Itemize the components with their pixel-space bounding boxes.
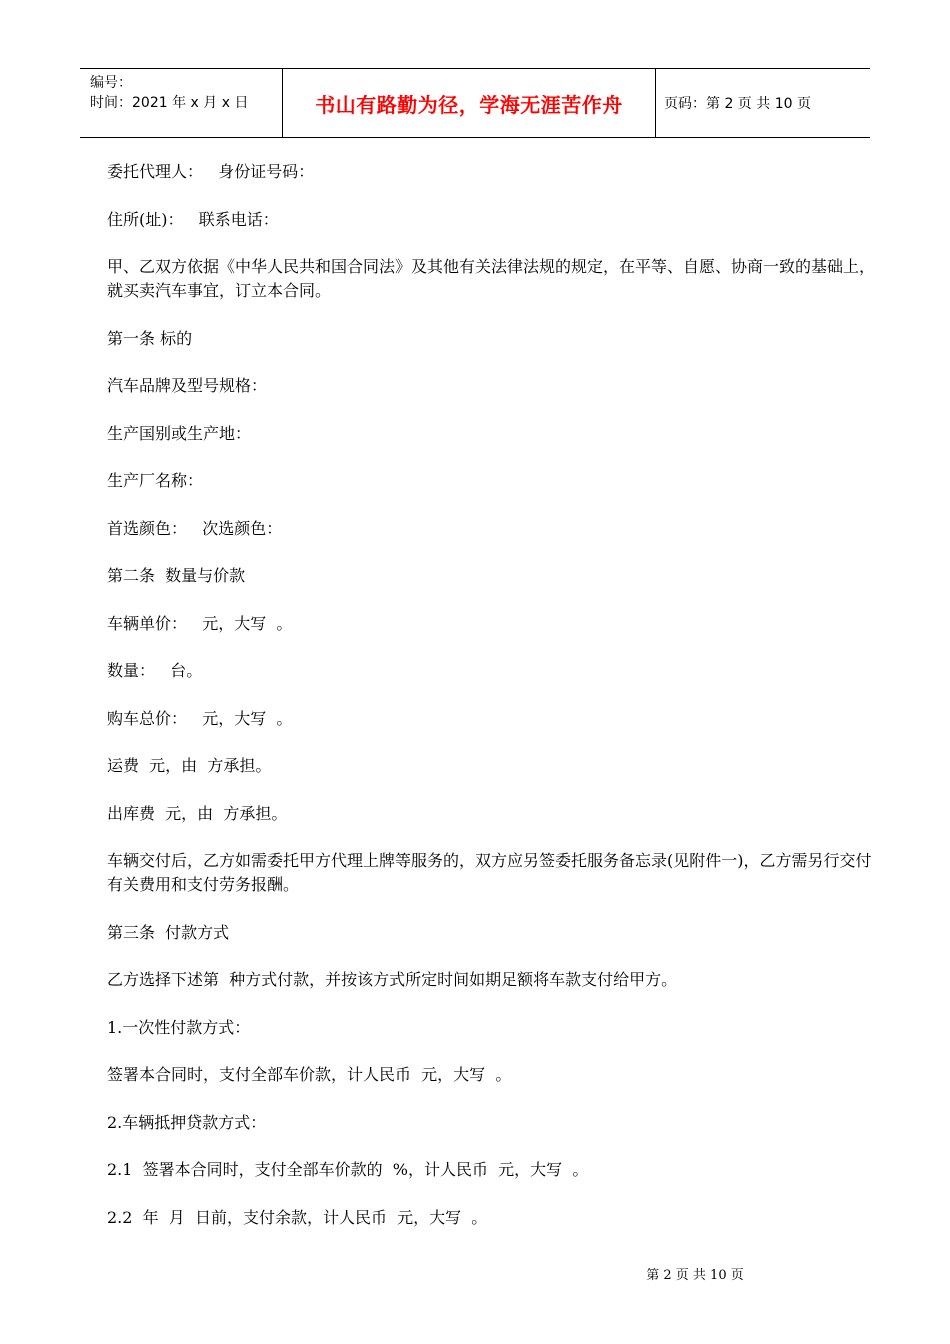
paragraph: 出库费 元，由 方承担。	[107, 803, 288, 823]
paragraph: 车辆交付后，乙方如需委托甲方代理上牌等服务的，双方应另签委托服务备忘录(见附件一)，乙方需另行交付有关费用和支付劳务报酬。	[107, 851, 872, 894]
paragraph: 购车总价： 元，大写 。	[107, 708, 293, 728]
section-heading: 第三条 付款方式	[107, 922, 230, 942]
paragraph: 1.一次性付款方式：	[107, 1017, 251, 1037]
section-heading: 第一条 标的	[107, 328, 193, 348]
paragraph: 2.2 年 月 日前，支付余款，计人民币 元，大写 。	[107, 1207, 488, 1227]
header-meta	[80, 69, 283, 137]
paragraph: 2.车辆抵押贷款方式：	[107, 1112, 267, 1132]
paragraph: 首选颜色： 次选颜色：	[107, 518, 283, 538]
paragraph: 运费 元，由 方承担。	[107, 756, 272, 775]
paragraph: 汽车品牌及型号规格：	[107, 376, 268, 395]
paragraph: 数量： 台。	[107, 661, 203, 680]
paragraph: 签署本合同时，支付全部车价款，计人民币 元，大写 。	[107, 1065, 512, 1084]
page-footer	[0, 1264, 950, 1283]
header-motto-cell	[283, 69, 656, 137]
paragraph: 甲、乙双方依据《中华人民共和国合同法》及其他有关法律法规的规定，在平等、自愿、协商一致的基础上，就买卖汽车事宜，订立本合同。	[107, 257, 876, 300]
number-label: 编号：	[90, 75, 132, 91]
time-label: 时间：2021 年 x 月 x 日	[90, 95, 249, 111]
page-header	[80, 68, 870, 138]
paragraph: 生产国别或生产地：	[107, 423, 252, 443]
document-body	[107, 160, 882, 1253]
paragraph: 委托代理人： 身份证号码：	[107, 162, 315, 181]
paragraph: 生产厂名称：	[107, 471, 204, 490]
paragraph: 车辆单价： 元，大写 。	[107, 613, 293, 633]
paragraph: 乙方选择下述第 种方式付款，并按该方式所定时间如期足额将车款支付给甲方。	[107, 970, 678, 989]
section-heading: 第二条 数量与价款	[107, 566, 246, 585]
page-info-text: 页码：第 2 页 共 10 页	[664, 96, 811, 112]
footer-page-number: 第 2 页 共 10 页	[646, 1268, 744, 1283]
paragraph: 住所(址)： 联系电话：	[107, 209, 279, 229]
header-page-info	[656, 69, 870, 137]
paragraph: 2.1 签署本合同时，支付全部车价款的 %，计人民币 元，大写 。	[107, 1160, 589, 1179]
motto-text: 书山有路勤为径，学海无涯苦作舟	[315, 92, 623, 117]
